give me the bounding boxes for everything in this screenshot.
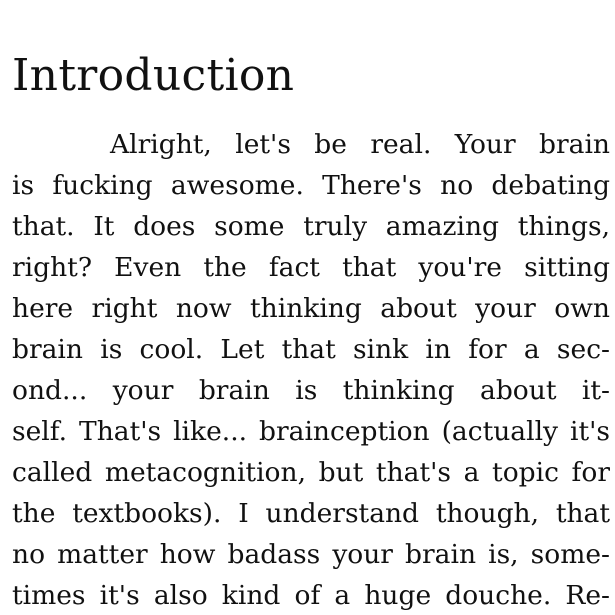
paragraph-line: here right now thinking about your own [12, 293, 610, 324]
paragraph-line: self. That's like... brainception (actually it's [12, 416, 610, 447]
paragraph-line: Alright, let's be real. Your brain [110, 129, 610, 160]
chapter-title: Introduction [12, 50, 295, 101]
paragraph-line: right? Even the fact that you're sitting [12, 252, 610, 283]
paragraph-line: ond... your brain is thinking about it- [12, 375, 610, 406]
paragraph-line: brain is cool. Let that sink in for a sec- [12, 334, 610, 365]
paragraph-line: that. It does some truly amazing things, [12, 211, 610, 242]
paragraph-line: times it's also kind of a huge douche. Re- [12, 580, 610, 611]
body-paragraph [12, 124, 610, 615]
paragraph-line: no matter how badass your brain is, some- [12, 539, 610, 570]
paragraph-line: called metacognition, but that's a topic for [12, 457, 610, 488]
paragraph-line: is fucking awesome. There's no debating [12, 170, 610, 201]
paragraph-line: the textbooks). I understand though, that [12, 498, 610, 529]
